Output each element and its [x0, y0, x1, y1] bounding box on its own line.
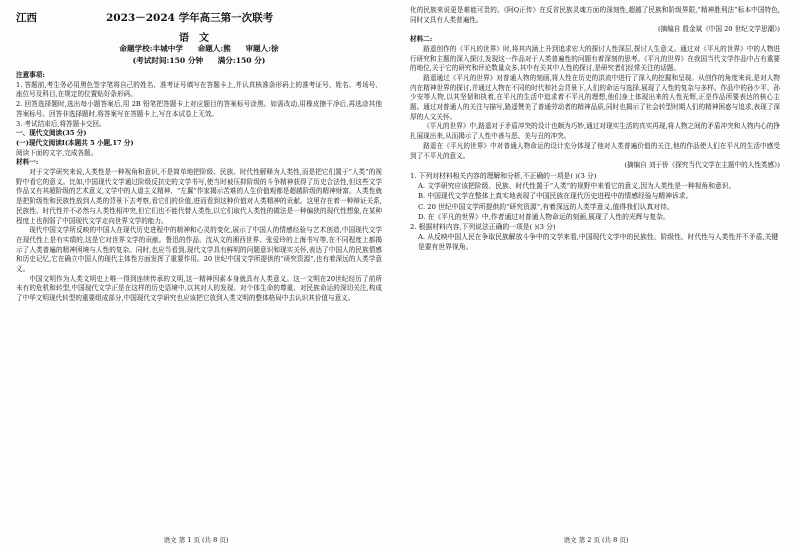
question-stem: 1. 下列对材料相关内容的理解和分析,不正确的一项是( )(3 分) — [410, 171, 597, 180]
page-footer: 语文 第 1 页 (共 8 页) — [163, 536, 229, 544]
option-b: B. 中国现代文学在整体上真实地表现了中国民族在现代历史进程中的情感经验与精神诉求。 — [418, 192, 693, 201]
exam-title: 2023－2024 学年高三第一次联考 — [106, 12, 274, 24]
subject-title: 语文 — [179, 33, 219, 44]
proposer: 命题人:熊 — [197, 44, 231, 53]
left-page — [0, 0, 392, 550]
source-citation: (摘编自 刘于侨《探究当代文学在主题中的人性类感》) — [624, 161, 780, 170]
material-label: 材料二: — [410, 35, 433, 44]
option-d: D. 在《平凡的世界》中,作者通过对普通人物命运的刻画,展现了人性的光辉与复杂。 — [418, 212, 670, 221]
instruction: 阅读下面的文字,完成各题。 — [16, 148, 98, 157]
paragraph: 路遥通过《平凡的世界》对普通人物的刻画,将人性在历史的洪流中进行了深入的挖掘和呈现。从创作的角度来说,是对人物内在精神世界的探讨,并通过人物在不同的时代和社会背景下,人们的命运与选择,展现了人性的复杂与多样。作品中的孙少平、孙少安等人物,以其坚韧和执着,在平凡的生活中追求着不平凡的理想,他们身上体现出来的人性光辉,正是作品所要表达的核心主题。通过对普通人的关注与描写,路遥赞美了普通劳动者的精神品质,同时也揭示了社会转型时期人们的精神困惑与追求,表现了深厚的人文关怀。 — [410, 73, 780, 121]
full-score: 满分:150 分) — [217, 56, 266, 65]
subsection-title: (一)现代文阅读Ⅰ(本题共 5 小题,17 分) — [16, 138, 134, 147]
paragraph: 中国文明作为人类文明史上唯一得到连续传承的文明,这一精神因素本身就具有人类意义。这一文明在20世纪经历了前所未有的危机和转型,中国现代文学正是在这样的历史语境中,以其对人的发现、对个体生命的尊重、对民族命运的深切关注,构成了中华文明现代转型的重要组成部分,中国现代文学研究也应该把它放到人类文明的整体格局中去认识其价值与意义。 — [16, 274, 382, 303]
page-footer: 语文 第 2 页 (共 8 页) — [563, 536, 629, 544]
option-a: A. 文学研究应该把阶级、民族、时代性置于“人类”的视野中来看它的意义,因为人类性是一种视角和意识。 — [418, 182, 736, 191]
exam-time: (考试时间:150 分钟 — [132, 56, 204, 65]
option-c: C. 20 世纪中国文学所提供的“研究资源”,有着深远的人类学意义,值得我们认真对待。 — [418, 202, 674, 211]
proposing-school: 命题学校:丰城中学 — [119, 44, 183, 53]
paragraph: 《平凡的世界》中,路遥对于矛盾冲突的设计也颇为巧妙,通过对现实生活的真实再现,将人物之间的矛盾冲突和人物内心的挣扎展现出来,从而揭示了人性中善与恶、美与丑的冲突。 — [410, 122, 780, 141]
notice-item: 3. 考试结束后,将答题卡交回。 — [16, 119, 106, 128]
meta-line-2 — [16, 55, 382, 67]
paragraph: 路遥在《平凡的世界》中对普通人物命运的设计充分体现了他对人类普遍价值的关注,他的作品使人们在平凡的生活中感受到了不平凡的意义。 — [410, 141, 780, 160]
exam-region: 江西 — [16, 12, 37, 24]
meta-line-1 — [16, 43, 382, 55]
source-citation: (摘编自 殷金斌《中国 20 世纪文学思潮》) — [657, 25, 780, 34]
notice-item: 1. 答题前,考生务必用黑色签字笔将自己的姓名、准考证号填写在答题卡上,并认真核准条形码上的准考证号、姓名、考场号、座位号及科目,在规定的位置贴好条形码。 — [16, 80, 382, 99]
right-page — [400, 0, 792, 550]
notice-section — [16, 71, 382, 129]
notice-title: 注意事项: — [16, 71, 45, 79]
section-title: 一、现代文阅读(35 分) — [16, 129, 87, 138]
reviewer: 审题人:徐 — [245, 44, 279, 53]
paragraph: 现代中国文学所反映的中国人在现代历史进程中的精神和心灵的变化,展示了中国人的情感经验与艺术创造,中国现代文学在现代性上是有实绩的,这是它对世界文学的贡献。鲁迅的作品、沈从文的湘西世界、张爱玲的上海书写等,在不同程度上都揭示了人类普遍的精神困境与人性的复杂。同时,也应当看到,现代文学具有鲜明的问题意识和现实关怀,表达了中国人的民族情感和历史记忆,它在确立中国人的现代主体性方面发挥了重要作用。20 世纪中国文学所提供的“研究资源”,也有着深远的人类学意义。 — [16, 226, 382, 274]
paragraph: 路遥创作的《平凡的世界》时,将其内涵上升到追求宏大的探讨人性深层,探讨人生意义。通过对《平凡的世界》中的人物进行研究和主题的深入探讨,发现这一作品对于人类普遍性的问题有着深刻的思考。《平凡的世界》在我国当代文学作品中占有重要的地位,关于它的研究和评论数量众多,其中有关其中人性的探讨,是研究者们经常关注的话题。 — [410, 44, 780, 73]
option-a: A. 从反映中国人民在争取民族解放斗争中的文学来看,中国现代文学中的民族性、阶级性、时代性与人类性并不矛盾,关键是要有世界视角。 — [418, 233, 779, 252]
question-stem: 2. 根据材料内容,下列说法正确的一项是( )(3 分) — [410, 222, 556, 231]
question-1 — [410, 171, 780, 222]
material-label: 材料一: — [16, 158, 39, 167]
continued-paragraph: 化的民族来说更是难能可贵的。《阿Q正传》在反省民族灵魂方面的深刻性,超越了民族和阶级界限,“精神胜利法”标本中国特色,同时又具有人类普遍性。 — [410, 6, 780, 24]
section-reading — [16, 129, 382, 304]
notice-item: 2. 回答选择题时,选出每小题答案后,用 2B 铅笔把答题卡上对应题目的答案标号涂黑。如需改动,用橡皮擦干净后,再选涂其他答案标号。回答非选择题时,将答案写在答题卡上,写在本试卷上无效。 — [16, 100, 382, 118]
question-2 — [410, 222, 780, 253]
paragraph: 对于文学研究来说,人类性是一种视角和意识,不是简单地把阶级、民族、时代性解释为人类性,而是把它们置于“人类”的视野中看它的意义。比如,中国现代文学通过阶级反抗史的文学书写,使当时被压抑阶级的斗争精神获得了历史合法性,但这些文学作品又有其超阶级的艺术意义,文学中的人道主义精神、“左翼”作家揭示苦难的人生价值观都是超越阶级的精神财富。人类性就是把阶级性和民族性放到人类的背景下去考察,看它们的价值,进而看到这种价值对人类精神的贡献。这里存在着一种辩证关系,民族性、时代性并不必然与人类性相冲突,但它们也不能代替人类性,以它们取代人类性的做法是一种偏狭的现代性想象,在某种程度上也削弱了中国现代文学走向世界文学的能力。 — [16, 168, 382, 225]
exam-header — [16, 10, 382, 25]
